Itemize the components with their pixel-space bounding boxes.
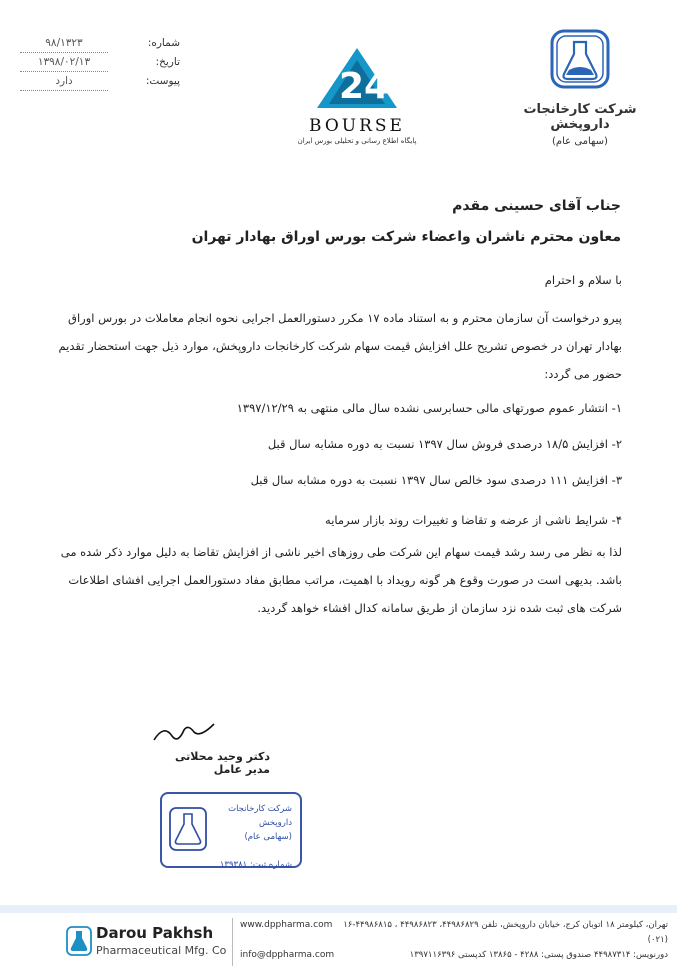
footer-phone: دورنویس: ۴۴۹۸۷۳۱۴ صندوق پستی: ۴۲۸۸ - ۱۳۸۶۵ کدپستی ۱۳۹۷۱۱۶۳۹۶	[409, 950, 668, 960]
number-value: ۹۸/۱۳۲۳	[20, 34, 108, 53]
recipient-name: جناب آقای حسینی مقدم	[452, 198, 621, 214]
list-item: ۳- افزایش ۱۱۱ درصدی سود خالص سال ۱۳۹۷ نسبت به دوره مشابه سال قبل	[250, 473, 622, 487]
svg-text:24: 24	[339, 66, 390, 107]
signer-title: مدیر عامل	[213, 763, 270, 776]
footer-website[interactable]: www.dppharma.com	[240, 920, 333, 930]
number-label: شماره:	[147, 37, 180, 49]
company-stamp	[160, 792, 302, 868]
date-row	[20, 53, 180, 72]
footer-email[interactable]: info@dppharma.com	[240, 950, 335, 960]
flask-logo-icon	[549, 28, 611, 90]
closing-paragraph: لذا به نظر می رسد رشد قیمت سهام این شرکت طی روزهای اخیر ناشی از افزایش تقاضا به دلیل موارد ذکر شده می باشد. بدیهی است در صورت وقوع هر گونه رویداد با اهمیت، مراتب مطابق مفاد دستورالعمل اجرایی افشای اطلاعات شرکت های ثبت شده نزد سازمان از طریق سامانه کدال افشاء خواهد گردید.	[60, 545, 622, 615]
footer-brand	[66, 920, 236, 968]
footer-address: تهران، کیلومتر ۱۸ اتوبان کرج، خیابان داروپخش، تلفن ۴۴۹۸۶۸۲۹، ۴۴۹۸۶۸۲۳ ، ۴۴۹۸۶۸۱۵-۱۶ (۰۲۱)	[343, 920, 668, 945]
number-row	[20, 34, 180, 53]
signer-name: دکتر وحید محلاتی	[175, 750, 270, 763]
bourse-tagline: پایگاه اطلاع رسانی و تحلیلی بورس ایران	[297, 137, 417, 145]
footer-brand-subtitle: Pharmaceutical Mfg. Co	[96, 944, 227, 957]
date-label: تاریخ:	[155, 56, 180, 68]
intro-paragraph: پیرو درخواست آن سازمان محترم و به استناد ماده ۱۷ مکرر دستورالعمل اجرایی نحوه انجام معاملات در بورس اوراق بهادار تهران در خصوص تشریح علل افزایش قیمت سهام شرکت کارخانجات داروپخش، موارد ذیل جهت استحضار تقدیم حضور می گردد:	[58, 311, 622, 381]
bourse-emblem-icon	[315, 46, 399, 110]
footer-contact	[240, 918, 668, 963]
stamp-company-name: شرکت کارخانجات داروپخش	[228, 804, 292, 828]
bourse-logo	[292, 46, 422, 156]
attachment-value: دارد	[20, 72, 108, 91]
bourse-name: BOURSE	[309, 116, 405, 136]
footer-brand-title: Darou Pakhsh	[96, 924, 214, 942]
footer-divider	[232, 918, 233, 966]
list-item: ۱- انتشار عموم صورتهای مالی حسابرسی نشده سال مالی منتهی به ۱۳۹۷/۱۲/۲۹	[236, 401, 622, 415]
company-logo	[500, 28, 660, 147]
handwritten-signature-icon	[150, 720, 220, 746]
company-name: شرکت کارخانجات داروپخش	[523, 102, 637, 132]
footer-band	[0, 905, 677, 913]
recipient-title: معاون محترم ناشران واعضاء شرکت بورس اوراق بهادار تهران	[191, 229, 621, 245]
list-item: ۴- شرایط ناشی از عرضه و تقاضا و تغییرات روند بازار سرمایه	[325, 513, 622, 527]
attachment-label: پیوست:	[145, 75, 180, 87]
footer-flask-icon	[66, 926, 92, 956]
stamp-company-type: (سهامی عام)	[244, 832, 292, 842]
letter-meta	[20, 34, 180, 91]
date-value: ۱۳۹۸/۰۲/۱۳	[20, 53, 108, 72]
company-type: (سهامی عام)	[552, 136, 608, 147]
attachment-row	[20, 72, 180, 91]
stamp-flask-icon	[168, 806, 208, 852]
stamp-registration: شماره ثبت: ۱۳۹۳۸۱	[219, 860, 292, 870]
list-item: ۲- افزایش ۱۸/۵ درصدی فروش سال ۱۳۹۷ نسبت به دوره مشابه سال قبل	[267, 437, 622, 451]
greeting: با سلام و احترام	[544, 273, 622, 287]
signature-block	[150, 720, 270, 800]
